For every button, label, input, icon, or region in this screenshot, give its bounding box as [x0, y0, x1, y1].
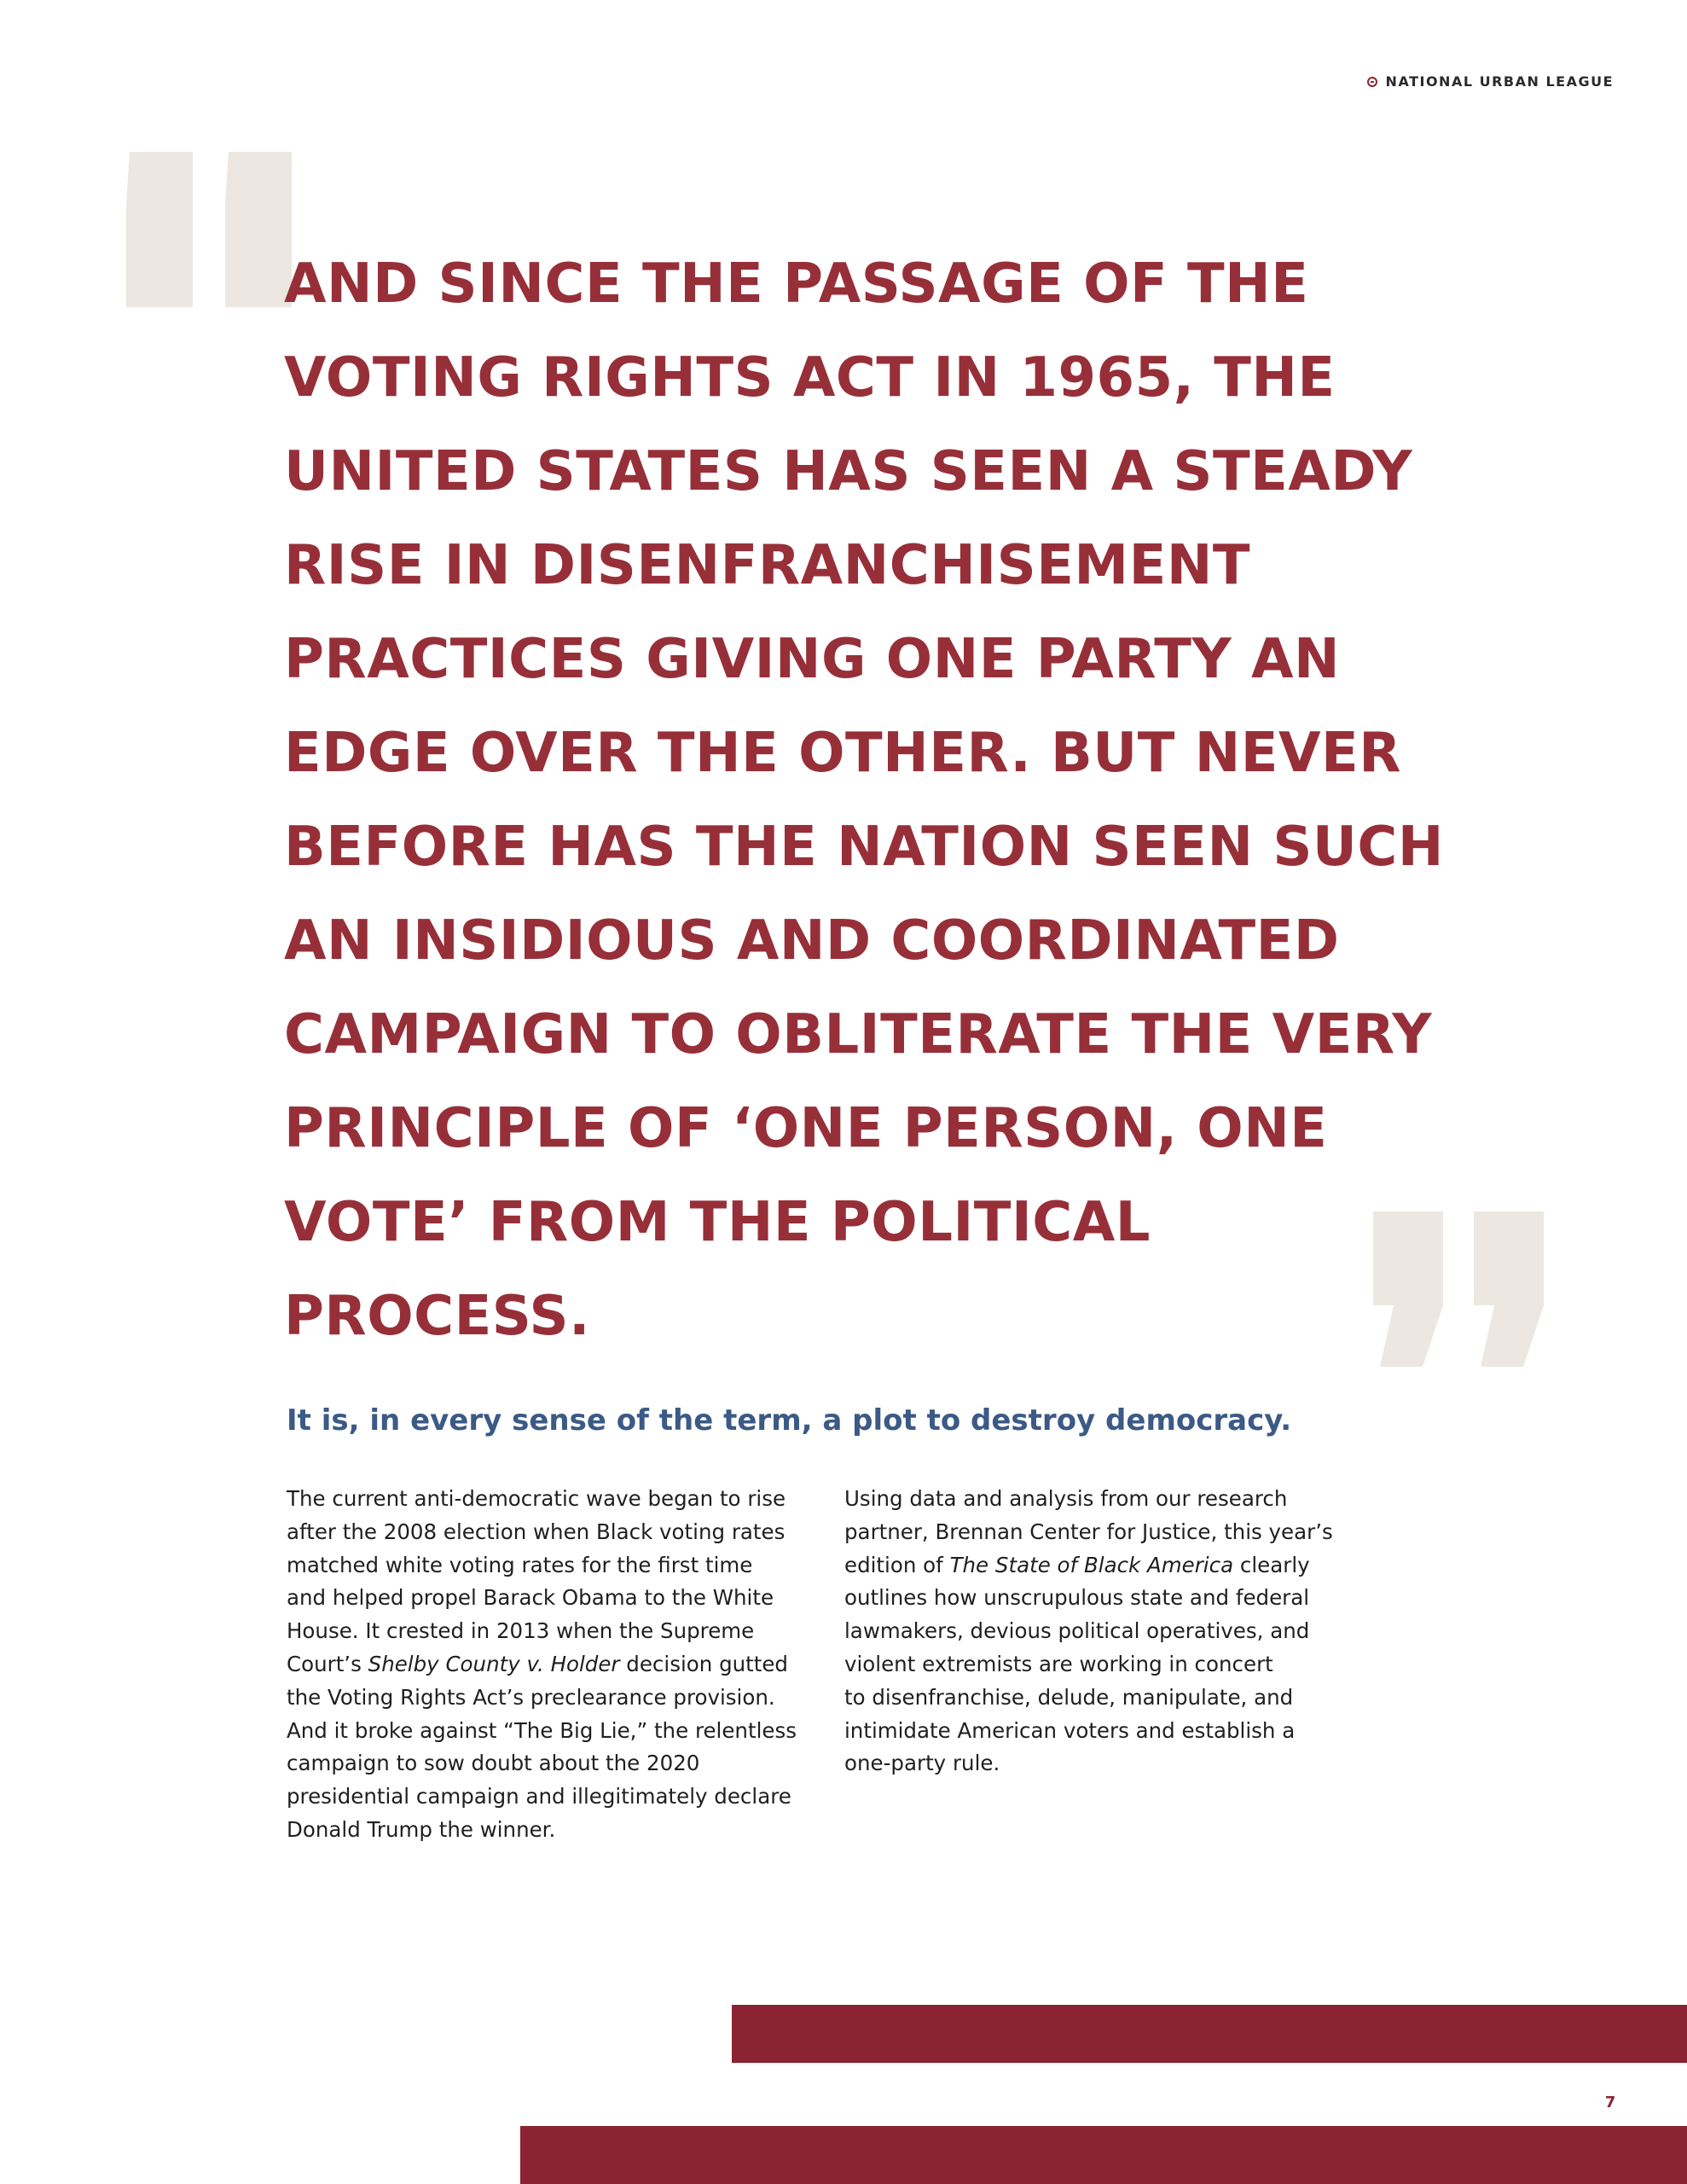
body-left-italic: Shelby County v. Holder: [368, 1651, 620, 1676]
body-left-text-2: decision gutted the Voting Rights Act’s preclearance provision. And it broke against “The Big Lie,” the relentless campaign to sow doubt about the 2020 presidential campaign and illegitimately declare Donald Trump the winner.: [287, 1651, 797, 1842]
pull-quote: AND SINCE THE PASSAGE OF THE VOTING RIGHTS ACT IN 1965, THE UNITED STATES HAS SEEN A STEADY RISE IN DISENFRANCHISEMENT PRACTICES GIVING ONE PARTY AN EDGE OVER THE OTHER. BUT NEVER BEFORE HAS THE NATION SEEN SUCH AN INSIDIOUS AND COORDINATED CAMPAIGN TO OBLITERATE THE VERY PRINCIPLE OF ‘ONE PERSON, ONE VOTE’ FROM THE POLITICAL PROCESS.: [284, 253, 1444, 1348]
decorative-bar-bottom: [520, 2126, 1687, 2184]
header-brand: [1367, 73, 1614, 90]
close-quote-icon: [1373, 1211, 1544, 1367]
body-left-text-1: The current anti-democratic wave began to rise after the 2008 election when Black voting rates matched white voting rates for the first time and helped propel Barack Obama to the White House. It crested in 2013 when the Supreme Court’s: [287, 1486, 786, 1676]
subheading: It is, in every sense of the term, a plot to destroy democracy.: [287, 1403, 1292, 1438]
body-column-left: [287, 1483, 815, 1847]
brand-name: NATIONAL URBAN LEAGUE: [1385, 73, 1614, 90]
body-right-text-2: clearly outlines how unscrupulous state and federal lawmakers, devious political operatives, and violent extremists are working in concert to disenfranchise, delude, manipulate, and intimidate American voters and establish a one-party rule.: [844, 1552, 1310, 1776]
decorative-bar-top: [732, 2005, 1687, 2063]
page-number: 7: [1604, 2094, 1616, 2111]
open-quote-icon: [126, 152, 297, 307]
body-right-italic: The State of Black America: [949, 1552, 1234, 1577]
body-column-right: [844, 1483, 1390, 1780]
body-right-text-1: Using data and analysis from our research partner, Brennan Center for Justice, this year’s edition of: [844, 1486, 1333, 1577]
urban-league-logo-icon: [1367, 77, 1377, 87]
